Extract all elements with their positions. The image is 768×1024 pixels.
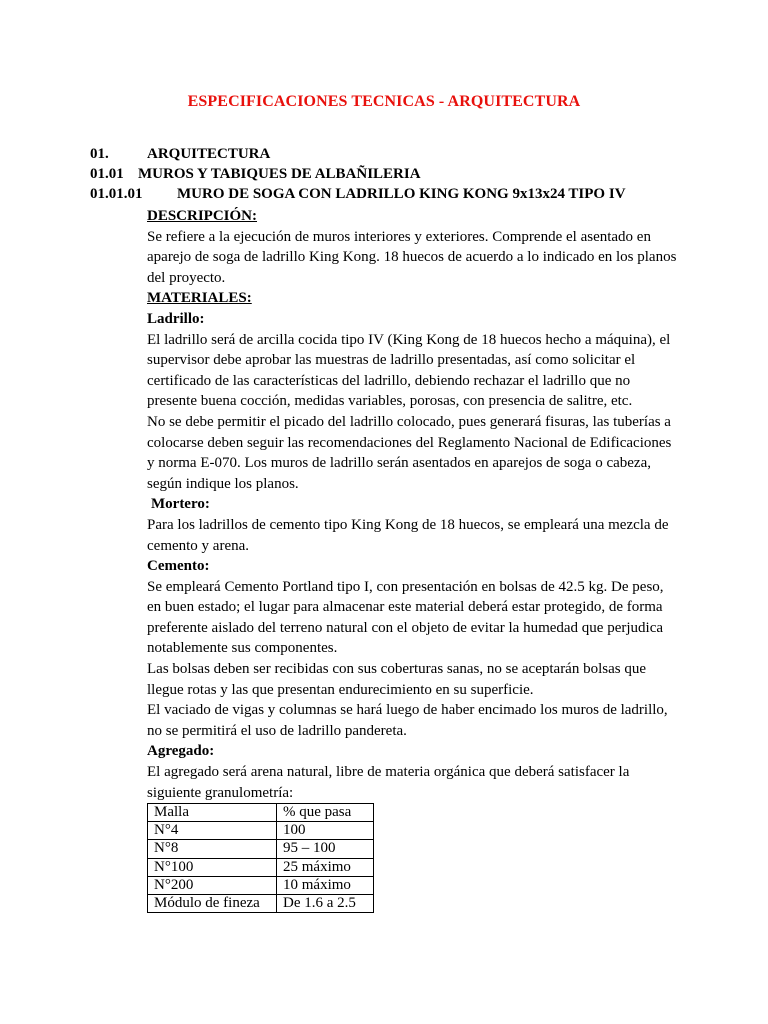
cemento-paragraph-3: El vaciado de vigas y columnas se hará luego de haber encimado los muros de ladrillo, no se permitirá el uso de ladrillo pandereta. bbox=[147, 702, 668, 739]
agregado-text: El agregado será arena natural, libre de materia orgánica que deberá satisfacer la siguiente granulometría: bbox=[147, 764, 630, 801]
mortero-heading: Mortero: bbox=[151, 496, 210, 513]
ladrillo-heading: Ladrillo: bbox=[147, 310, 205, 327]
mortero-text: Para los ladrillos de cemento tipo King Kong de 18 huecos, se empleará una mezcla de cemento y arena. bbox=[147, 516, 669, 554]
table-cell: 10 máximo bbox=[277, 876, 374, 894]
table-header-cell: % que pasa bbox=[277, 804, 374, 822]
table-row bbox=[148, 894, 374, 912]
document-body bbox=[147, 206, 677, 803]
descripcion-text: Se refiere a la ejecución de muros interiores y exteriores. Comprende el asentado en aparejo de soga de ladrillo King Kong. 18 huecos de acuerdo a lo indicado en los planos del proyecto. bbox=[147, 228, 677, 286]
table-header-row bbox=[148, 804, 374, 822]
table-cell: N°8 bbox=[148, 840, 277, 858]
table-row bbox=[148, 858, 374, 876]
section-01-01-01-number: 01.01.01 bbox=[90, 186, 143, 202]
descripcion-heading: DESCRIPCIÓN: bbox=[147, 208, 258, 224]
ladrillo-paragraph-2: No se debe permitir el picado del ladrillo colocado, pues generará fisuras, las tuberías a colocarse deben seguir las recomendaciones del Reglamento Nacional de Edificaciones y norma E-070. Los muros de ladrillo serán asentados en aparejos de soga o cabeza, según indique los planos. bbox=[147, 413, 672, 492]
table-cell: 100 bbox=[277, 822, 374, 840]
section-01-label: ARQUITECTURA bbox=[147, 146, 271, 162]
section-01-01-number: 01.01 bbox=[90, 166, 124, 182]
table-cell: 25 máximo bbox=[277, 858, 374, 876]
document-title: ESPECIFICACIONES TECNICAS - ARQUITECTURA bbox=[187, 93, 581, 110]
table-cell: 95 – 100 bbox=[277, 840, 374, 858]
cemento-heading: Cemento: bbox=[147, 558, 210, 575]
table-cell: De 1.6 a 2.5 bbox=[277, 894, 374, 912]
section-01-01-01-label: MURO DE SOGA CON LADRILLO KING KONG 9x13x24 TIPO IV bbox=[177, 186, 626, 202]
section-01-01-label: MUROS Y TABIQUES DE ALBAÑILERIA bbox=[138, 166, 421, 182]
materiales-heading: MATERIALES: bbox=[147, 290, 252, 307]
table-cell: N°200 bbox=[148, 876, 277, 894]
ladrillo-paragraph-1: El ladrillo será de arcilla cocida tipo IV (King Kong de 18 huecos hecho a máquina), el supervisor debe aprobar las muestras de ladrillo presentadas, así como solicitar el certificado de las características del ladrillo, debiendo rechazar el ladrillo que no presente buena cocción, medidas variables, porosas, con presencia de salitre, etc. bbox=[147, 331, 671, 410]
table-cell: N°4 bbox=[148, 822, 277, 840]
table-row bbox=[148, 840, 374, 858]
table-row bbox=[148, 822, 374, 840]
cemento-paragraph-2: Las bolsas deben ser recibidas con sus coberturas sanas, no se aceptarán bolsas que llegue rotas y las que presentan endurecimiento en su superficie. bbox=[147, 661, 646, 698]
granulometria-table bbox=[147, 803, 374, 913]
agregado-heading: Agregado: bbox=[147, 743, 215, 760]
section-01-number: 01. bbox=[90, 146, 109, 162]
cemento-paragraph-1: Se empleará Cemento Portland tipo I, con presentación en bolsas de 42.5 kg. De peso, en buen estado; el lugar para almacenar este material deberá estar protegido, de forma preferente aislado del terreno natural con el objeto de evitar la humedad que perjudica notablemente sus componentes. bbox=[147, 578, 664, 657]
table-header-cell: Malla bbox=[148, 804, 277, 822]
table-row bbox=[148, 876, 374, 894]
table-cell: N°100 bbox=[148, 858, 277, 876]
table-cell: Módulo de fineza bbox=[148, 894, 277, 912]
